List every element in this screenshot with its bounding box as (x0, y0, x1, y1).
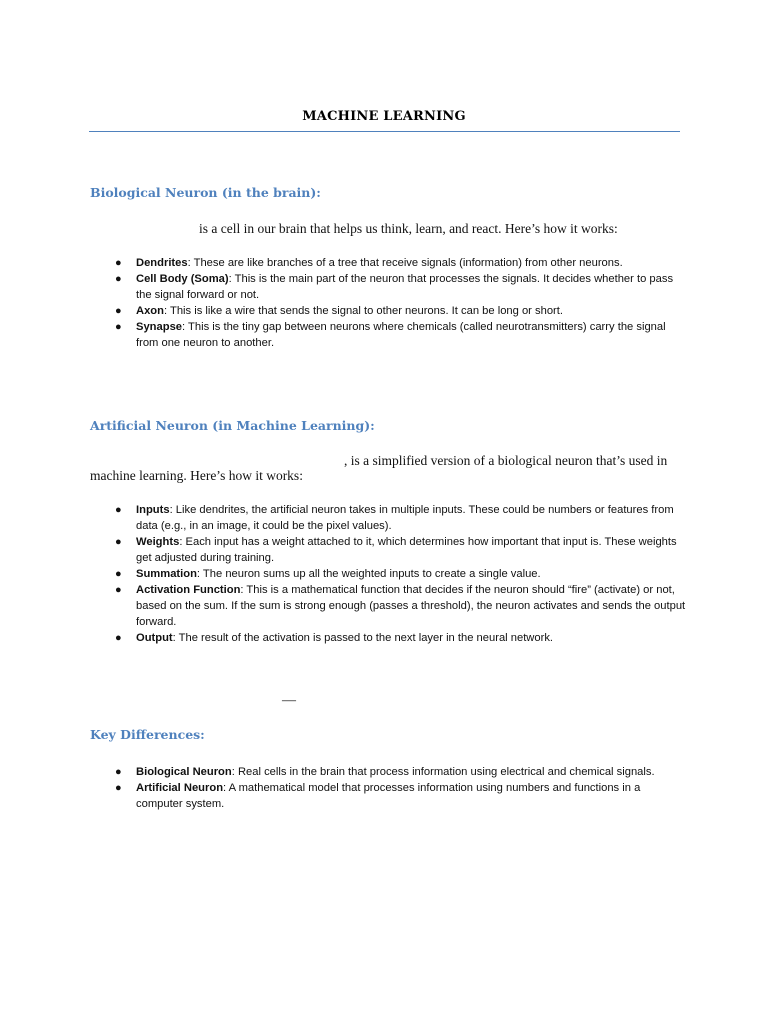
biological-list (90, 255, 690, 351)
item-text: : This is a mathematical function that decides if the neuron should “fire” (activate) or not, based on the sum. If the sum is strong enough (passes a threshold), the neuron activates and sends the output forward. (136, 584, 686, 628)
item-text: : Each input has a weight attached to it, which determines how important that input is. These weights get adjusted during training. (136, 536, 677, 564)
em-dash: — (282, 693, 296, 708)
item-term: Synapse (136, 321, 183, 333)
bullet-icon: ● (115, 504, 122, 516)
item-text: : Real cells in the brain that process information using electrical and chemical signals. (231, 766, 655, 778)
biological-heading: Biological Neuron (in the brain): (90, 185, 321, 200)
item-text: : This is like a wire that sends the signal to other neurons. It can be long or short. (163, 305, 563, 317)
list-item (90, 319, 690, 351)
bullet-icon: ● (115, 766, 122, 778)
list-item (90, 764, 690, 780)
item-text: : This is the main part of the neuron that processes the signals. It decides whether to pass the signal forward or not. (136, 273, 674, 301)
list-item (90, 271, 690, 303)
item-term: Biological Neuron (136, 766, 232, 778)
list-item (90, 780, 690, 812)
bullet-icon: ● (115, 782, 122, 794)
item-term: Activation Function (136, 584, 241, 596)
list-item (90, 303, 690, 319)
bullet-icon: ● (115, 584, 122, 596)
artificial-heading: Artificial Neuron (in Machine Learning): (90, 418, 375, 433)
item-term: Dendrites (136, 257, 188, 269)
item-term: Artificial Neuron (136, 782, 224, 794)
list-item (90, 502, 690, 534)
item-text: : Like dendrites, the artificial neuron takes in multiple inputs. These could be numbers or features from data (e.g., in an image, it could be the pixel values). (136, 504, 674, 532)
item-text: : The result of the activation is passed to the next layer in the neural network. (172, 632, 554, 644)
item-term: Summation (136, 568, 197, 580)
document-title: MACHINE LEARNING (302, 109, 466, 124)
item-text: : This is the tiny gap between neurons where chemicals (called neurotransmitters) carry the signal from one neuron to another. (136, 321, 666, 349)
bullet-icon: ● (115, 257, 122, 269)
bullet-icon: ● (115, 536, 122, 548)
list-item (90, 630, 690, 646)
artificial-intro-line2: machine learning. Here’s how it works: (90, 468, 303, 483)
biological-intro: is a cell in our brain that helps us think, learn, and react. Here’s how it works: (199, 221, 618, 236)
item-text: : A mathematical model that processes information using numbers and functions in a computer system. (136, 782, 641, 810)
item-text: : These are like branches of a tree that receive signals (information) from other neurons. (187, 257, 623, 269)
title-underline (89, 131, 680, 132)
item-term: Axon (136, 305, 164, 317)
item-term: Cell Body (Soma) (136, 273, 229, 285)
differences-list (90, 764, 690, 812)
list-item (90, 582, 690, 630)
bullet-icon: ● (115, 321, 122, 333)
bullet-icon: ● (115, 273, 122, 285)
artificial-intro-line1: , is a simplified version of a biological neuron that’s used in (344, 453, 668, 468)
list-item (90, 534, 690, 566)
differences-heading: Key Differences: (90, 727, 205, 742)
bullet-icon: ● (115, 568, 122, 580)
item-term: Inputs (136, 504, 170, 516)
artificial-list (90, 502, 690, 646)
bullet-icon: ● (115, 632, 122, 644)
list-item (90, 255, 690, 271)
item-term: Weights (136, 536, 180, 548)
bullet-icon: ● (115, 305, 122, 317)
list-item (90, 566, 690, 582)
item-text: : The neuron sums up all the weighted inputs to create a single value. (196, 568, 541, 580)
item-term: Output (136, 632, 173, 644)
